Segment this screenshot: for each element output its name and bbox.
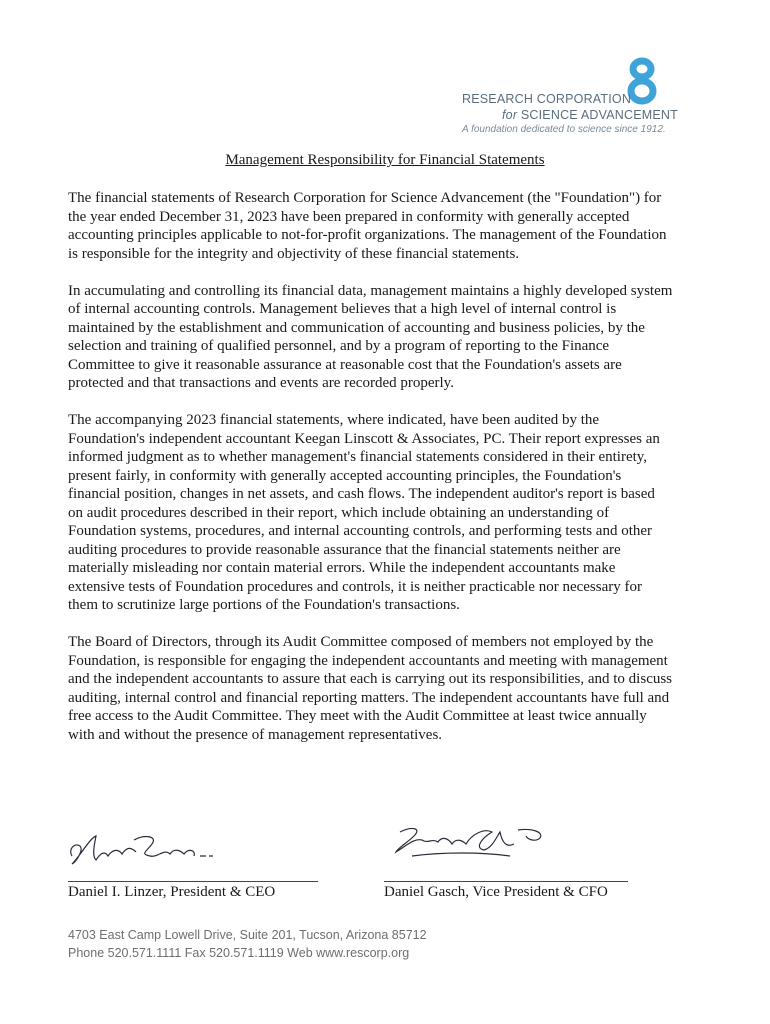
signature-gasch (392, 818, 552, 864)
signature-line-left (68, 881, 318, 882)
logo-line-2-prefix: for (502, 108, 518, 122)
signature-line-right (384, 881, 628, 882)
paragraph-1: The financial statements of Research Corporation for Science Advancement (the "Foundation") for the year ended December 31, 2023 have been prepared in conformity with generally accepted accounting principles applicable to not-for-profit organizations. The management of the Foundation is responsible for the integrity and objectivity of these financial statements. (68, 190, 667, 262)
paragraph-3: The accompanying 2023 financial statements, where indicated, have been audited by the Foundation's independent accountant Keegan Linscott & Associates, PC. Their report expresses an informed judgment as to whether management's financial statements considered in their entirety, present fairly, in conformity with generally accepted accounting principles, the Foundation's financial position, changes in net assets, and cash flows. The independent auditor's report is based on audit procedures described in their report, which include obtaining an understanding of Foundation systems, procedures, and internal accounting controls, and performing tests and other auditing procedures to provide reasonable assurance that the financial statements neither are materially misleading nor contain material errors. While the independent accountants make extensive tests of Foundation procedures and controls, it is neither practicable nor necessary for them to scrutinize large portions of the Foundation's transactions. (68, 412, 660, 613)
signature-linzer (66, 826, 216, 874)
footer (68, 926, 427, 962)
logo-line-2 (502, 108, 678, 122)
footer-address: 4703 East Camp Lowell Drive, Suite 201, Tucson, Arizona 85712 (68, 928, 427, 942)
logo-line-2-main: SCIENCE ADVANCEMENT (520, 108, 678, 122)
logo-tagline: A foundation dedicated to science since 1912. (462, 124, 666, 135)
signer-name-right: Daniel Gasch, Vice President & CFO (384, 884, 608, 900)
paragraph-2: In accumulating and controlling its financial data, management maintains a highly developed system of internal accounting controls. Management believes that a high level of internal control is maintained by the establishment and communication of accounting and business policies, by the selection and training of qualified personnel, and by a program of reporting to the Finance Committee to give it reasonable assurance at reasonable cost that the Foundation's assets are protected and that transactions and events are recorded properly. (68, 282, 673, 391)
paragraph-4: The Board of Directors, through its Audit Committee composed of members not employed by the Foundation, is responsible for engaging the independent accountants and meeting with management and the independent accountants to assure that each is carrying out its responsibilities, and to discuss auditing, internal control and financial reporting matters. The independent accountants have full and free access to the Audit Committee. They meet with the Audit Committee at least twice annually with and without the presence of management representatives. (68, 634, 673, 743)
page-title: Management Responsibility for Financial Statements (225, 152, 545, 168)
statement-body (68, 189, 673, 763)
organization-logo (462, 56, 682, 140)
signer-name-left: Daniel I. Linzer, President & CEO (68, 884, 276, 900)
logo-line-1: RESEARCH CORPORATION (462, 92, 632, 106)
footer-contact: Phone 520.571.1111 Fax 520.571.1119 Web www.rescorp.org (68, 946, 410, 960)
